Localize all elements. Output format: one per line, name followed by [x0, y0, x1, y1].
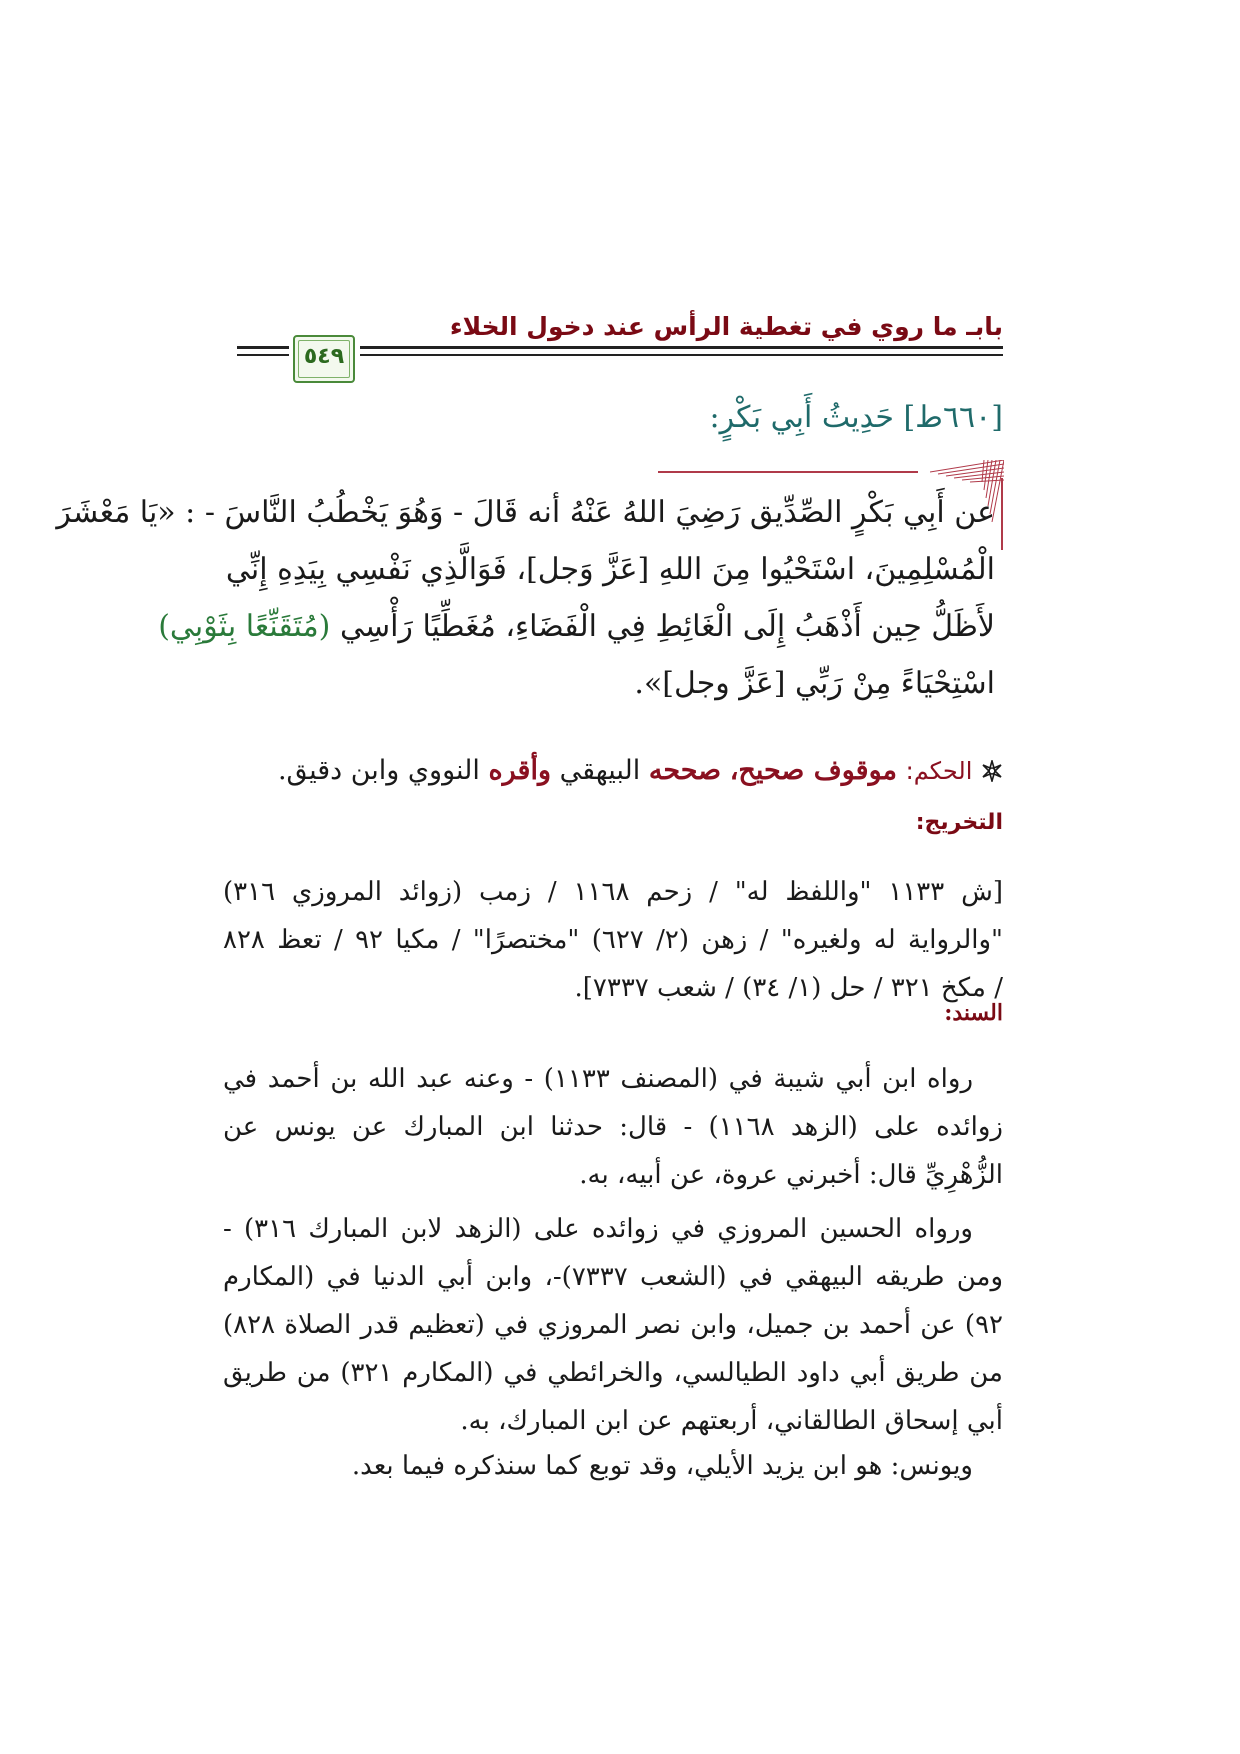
hadith-line-4: اسْتِحْيَاءً مِنْ رَبِّي [عَزَّ وجل]».: [634, 666, 995, 701]
page-number-frame: [293, 335, 355, 383]
sanad-p2-line-3: ٩٢) عن أحمد بن جميل، وابن نصر المروزي في (تعظيم قدر الصلاة ٨٢٨): [223, 1310, 1003, 1340]
takhrij-text: [223, 868, 1003, 1012]
sanad-paragraph-2: [223, 1205, 1003, 1445]
sanad-paragraph-3: [223, 1442, 1003, 1490]
ruling-text-1: البيهقي: [559, 755, 641, 786]
sanad-p3-line-1: ويونس: هو ابن يزيد الأيلي، وقد توبع كما سنذكره فيما بعد.: [351, 1451, 973, 1481]
ruling-authenticated: صححه: [648, 755, 722, 786]
page-number: ٥٤٩: [303, 344, 345, 369]
hadith-line-1: عن أَبِي بَكْرٍ الصِّدِّيق رَضِيَ اللهُ عَنْهُ أنه قَالَ - وَهُوَ يَخْطُبُ النَّاسَ - : «يَا مَعْشَرَ: [56, 495, 995, 530]
ruling-label: الحكم:: [905, 757, 973, 785]
sanad-p1-line-3: الزُّهْرِيِّ قال: أخبرني عروة، عن أبيه، به.: [579, 1160, 1003, 1190]
sanad-p1-line-1: رواه ابن أبي شيبة في (المصنف ١١٣٣) - وعنه عبد الله بن أحمد في: [223, 1064, 974, 1094]
ruling-verdict: موقوف صحيح،: [729, 755, 898, 786]
sanad-paragraph-1: [223, 1055, 1003, 1199]
header-rule-left-bottom: [237, 354, 289, 356]
header-rule-right-top: [360, 346, 1003, 349]
header-rule-right-bottom: [360, 354, 1003, 356]
sanad-p2-line-1: ورواه الحسين المروزي في زوائده على (الزهد لابن المبارك ٣١٦) -: [223, 1214, 973, 1244]
hadith-green-phrase: (مُتَقَنِّعًا بِثَوْبِي): [158, 609, 331, 644]
chapter-title: بابـ ما روي في تغطية الرأس عند دخول الخلاء: [449, 312, 1003, 341]
takhrij-line-3: / مكخ ٣٢١ / حل (١/ ٣٤) / شعب ٧٣٣٧].: [574, 973, 1003, 1003]
hadith-line-3-text: لأَظَلُّ حِين أَذْهَبُ إِلَى الْغَائِطِ فِي الْفَضَاءِ، مُغَطِّيًا رَأْسِي: [339, 609, 995, 644]
hadith-heading: [٦٦٠ط] حَدِيثُ أَبِي بَكْرٍ:: [709, 400, 1003, 435]
takhrij-line-2: "والرواية له ولغيره" / زهن (٢/ ٦٢٧) "مختصرًا" / مكيا ٩٢ / تعظ ٨٢٨: [223, 925, 1004, 955]
takhrij-line-1: [ش ١١٣٣ "واللفظ له" / زحم ١١٦٨ / زمب (زوائد المروزي ٣١٦): [223, 877, 1003, 907]
ruling-text-2: النووي وابن دقيق.: [277, 755, 480, 786]
sanad-p2-line-4: من طريق أبي داود الطيالسي، والخرائطي في (المكارم ٣٢١) من طريق: [223, 1358, 1003, 1388]
frame-side-line: [1001, 478, 1003, 550]
hadith-line-3: [158, 598, 995, 655]
hadith-text: [56, 484, 995, 712]
sanad-heading: السند:: [944, 1000, 1003, 1026]
ruling: [278, 755, 1003, 786]
sanad-p1-line-2: زوائده على (الزهد ١١٦٨) - قال: حدثنا ابن المبارك عن يونس عن: [223, 1112, 1003, 1142]
hadith-line-2: الْمُسْلِمِينَ، اسْتَحْيُوا مِنَ اللهِ [عَزَّ وَجل]، فَوَالَّذِي نَفْسِي بِيَدِهِ إِنِّي: [225, 552, 995, 587]
sanad-p2-line-5: أبي إسحاق الطالقاني، أربعتهم عن ابن المبارك، به.: [460, 1406, 1003, 1436]
flower-icon: [981, 760, 1003, 782]
sanad-p2-line-2: ومن طريقه البيهقي في (الشعب ٧٣٣٧)-، وابن أبي الدنيا في (المكارم: [223, 1262, 1004, 1292]
ruling-approved: وأقره: [488, 755, 552, 786]
frame-top-line: [658, 471, 918, 473]
header-rule-left-top: [237, 346, 289, 349]
takhrij-heading: التخريج:: [915, 810, 1003, 835]
